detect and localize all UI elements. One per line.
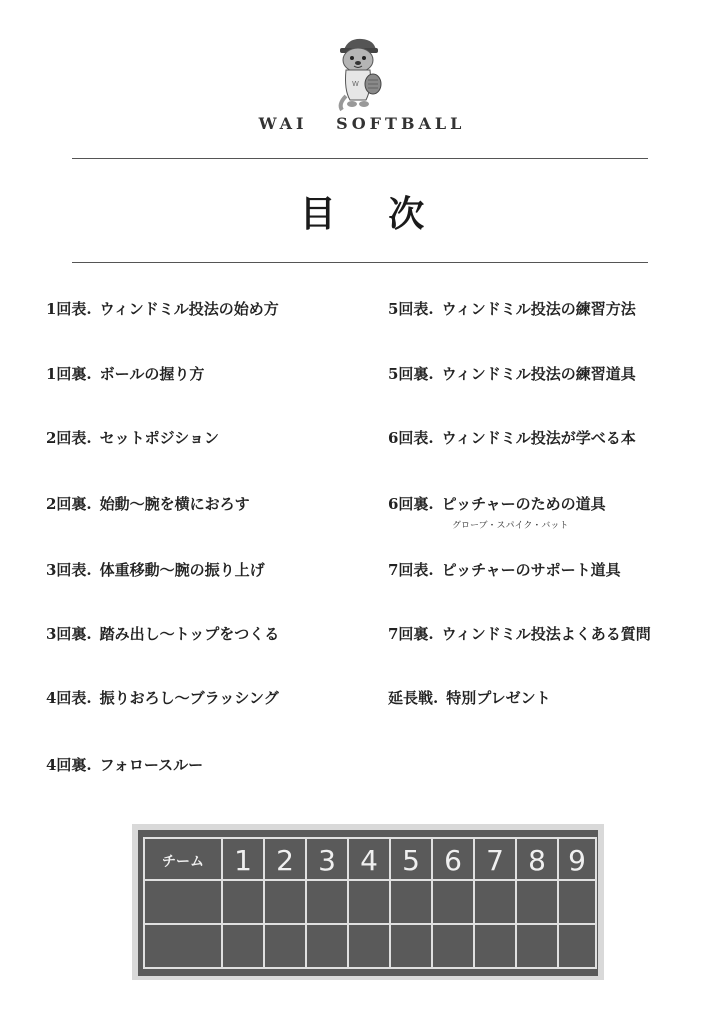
scoreboard-inning-1: 1 (234, 844, 252, 877)
scoreboard-inning-7: 7 (486, 844, 504, 877)
toc-item-extra-innings[interactable] (388, 688, 551, 708)
toc-label: ボールの握り方 (99, 365, 205, 383)
toc-inning: 3回裏. (46, 625, 92, 643)
brand-name: WAI SOFTBALL (258, 114, 466, 133)
toc-item-6-bottom[interactable] (388, 494, 606, 514)
toc-label: ウィンドミル投法が学べる本 (441, 429, 636, 447)
toc-inning: 1回表. (46, 300, 92, 318)
toc-inning: 3回表. (46, 561, 92, 579)
toc-label: セットポジション (99, 429, 219, 447)
scoreboard (132, 824, 604, 980)
scoreboard-inning-6: 6 (444, 844, 462, 877)
toc-inning: 5回表. (388, 300, 434, 318)
toc-item-3-bottom[interactable] (46, 624, 279, 644)
mascot-otter-logo (326, 34, 390, 112)
toc-item-6-top[interactable] (388, 428, 636, 448)
toc-inning: 7回表. (388, 561, 434, 579)
toc-item-7-bottom[interactable] (388, 624, 651, 644)
toc-label: 始動〜腕を横におろす (99, 495, 250, 513)
scoreboard-inning-9: 9 (568, 844, 586, 877)
toc-label: ウィンドミル投法の練習道具 (441, 365, 636, 383)
toc-item-4-bottom[interactable] (46, 755, 203, 775)
toc-label: 踏み出し〜トップをつくる (99, 625, 280, 643)
toc-item-5-bottom[interactable] (388, 364, 636, 384)
page-title: 目 次 (299, 193, 445, 235)
toc-label: 体重移動〜腕の振り上げ (99, 561, 265, 579)
scoreboard-inning-3: 3 (318, 844, 336, 877)
toc-item-3-top[interactable] (46, 560, 265, 580)
toc-inning: 2回裏. (46, 495, 92, 513)
toc-label: ピッチャーのサポート道具 (441, 561, 621, 579)
toc-inning: 4回裏. (46, 756, 92, 774)
toc-inning: 6回表. (388, 429, 434, 447)
toc-label: 特別プレゼント (446, 689, 551, 707)
toc-label: ウィンドミル投法よくある質問 (441, 625, 651, 643)
toc-inning: 5回裏. (388, 365, 434, 383)
scoreboard-inning-4: 4 (360, 844, 378, 877)
toc-item-4-top[interactable] (46, 688, 279, 708)
toc-inning: 1回裏. (46, 365, 92, 383)
toc-item-7-top[interactable] (388, 560, 621, 580)
toc-item-1-top[interactable] (46, 299, 279, 319)
svg-text:W: W (352, 80, 359, 88)
divider-bottom (72, 262, 648, 263)
scoreboard-inning-5: 5 (402, 844, 420, 877)
toc-label: ウィンドミル投法の練習方法 (441, 300, 636, 318)
toc-item-1-bottom[interactable] (46, 364, 204, 384)
scoreboard-inning-2: 2 (276, 844, 294, 877)
divider-top (72, 158, 648, 159)
toc-inning: 2回表. (46, 429, 92, 447)
toc-label: ウィンドミル投法の始め方 (99, 300, 279, 318)
toc-label: 振りおろし〜ブラッシング (99, 689, 279, 707)
toc-inning: 4回表. (46, 689, 92, 707)
toc-inning: 7回裏. (388, 625, 434, 643)
toc-inning: 延長戦. (388, 689, 439, 707)
toc-item-2-bottom[interactable] (46, 494, 250, 514)
toc-subtitle: グローブ・スパイク・バット (452, 521, 569, 531)
toc-label: ピッチャーのための道具 (441, 495, 606, 513)
toc-inning: 6回裏. (388, 495, 434, 513)
toc-item-2-top[interactable] (46, 428, 219, 448)
toc-item-5-top[interactable] (388, 299, 636, 319)
toc-label: フォロースルー (99, 756, 204, 774)
scoreboard-team-label: チーム (162, 854, 204, 870)
scoreboard-inning-8: 8 (528, 844, 546, 877)
